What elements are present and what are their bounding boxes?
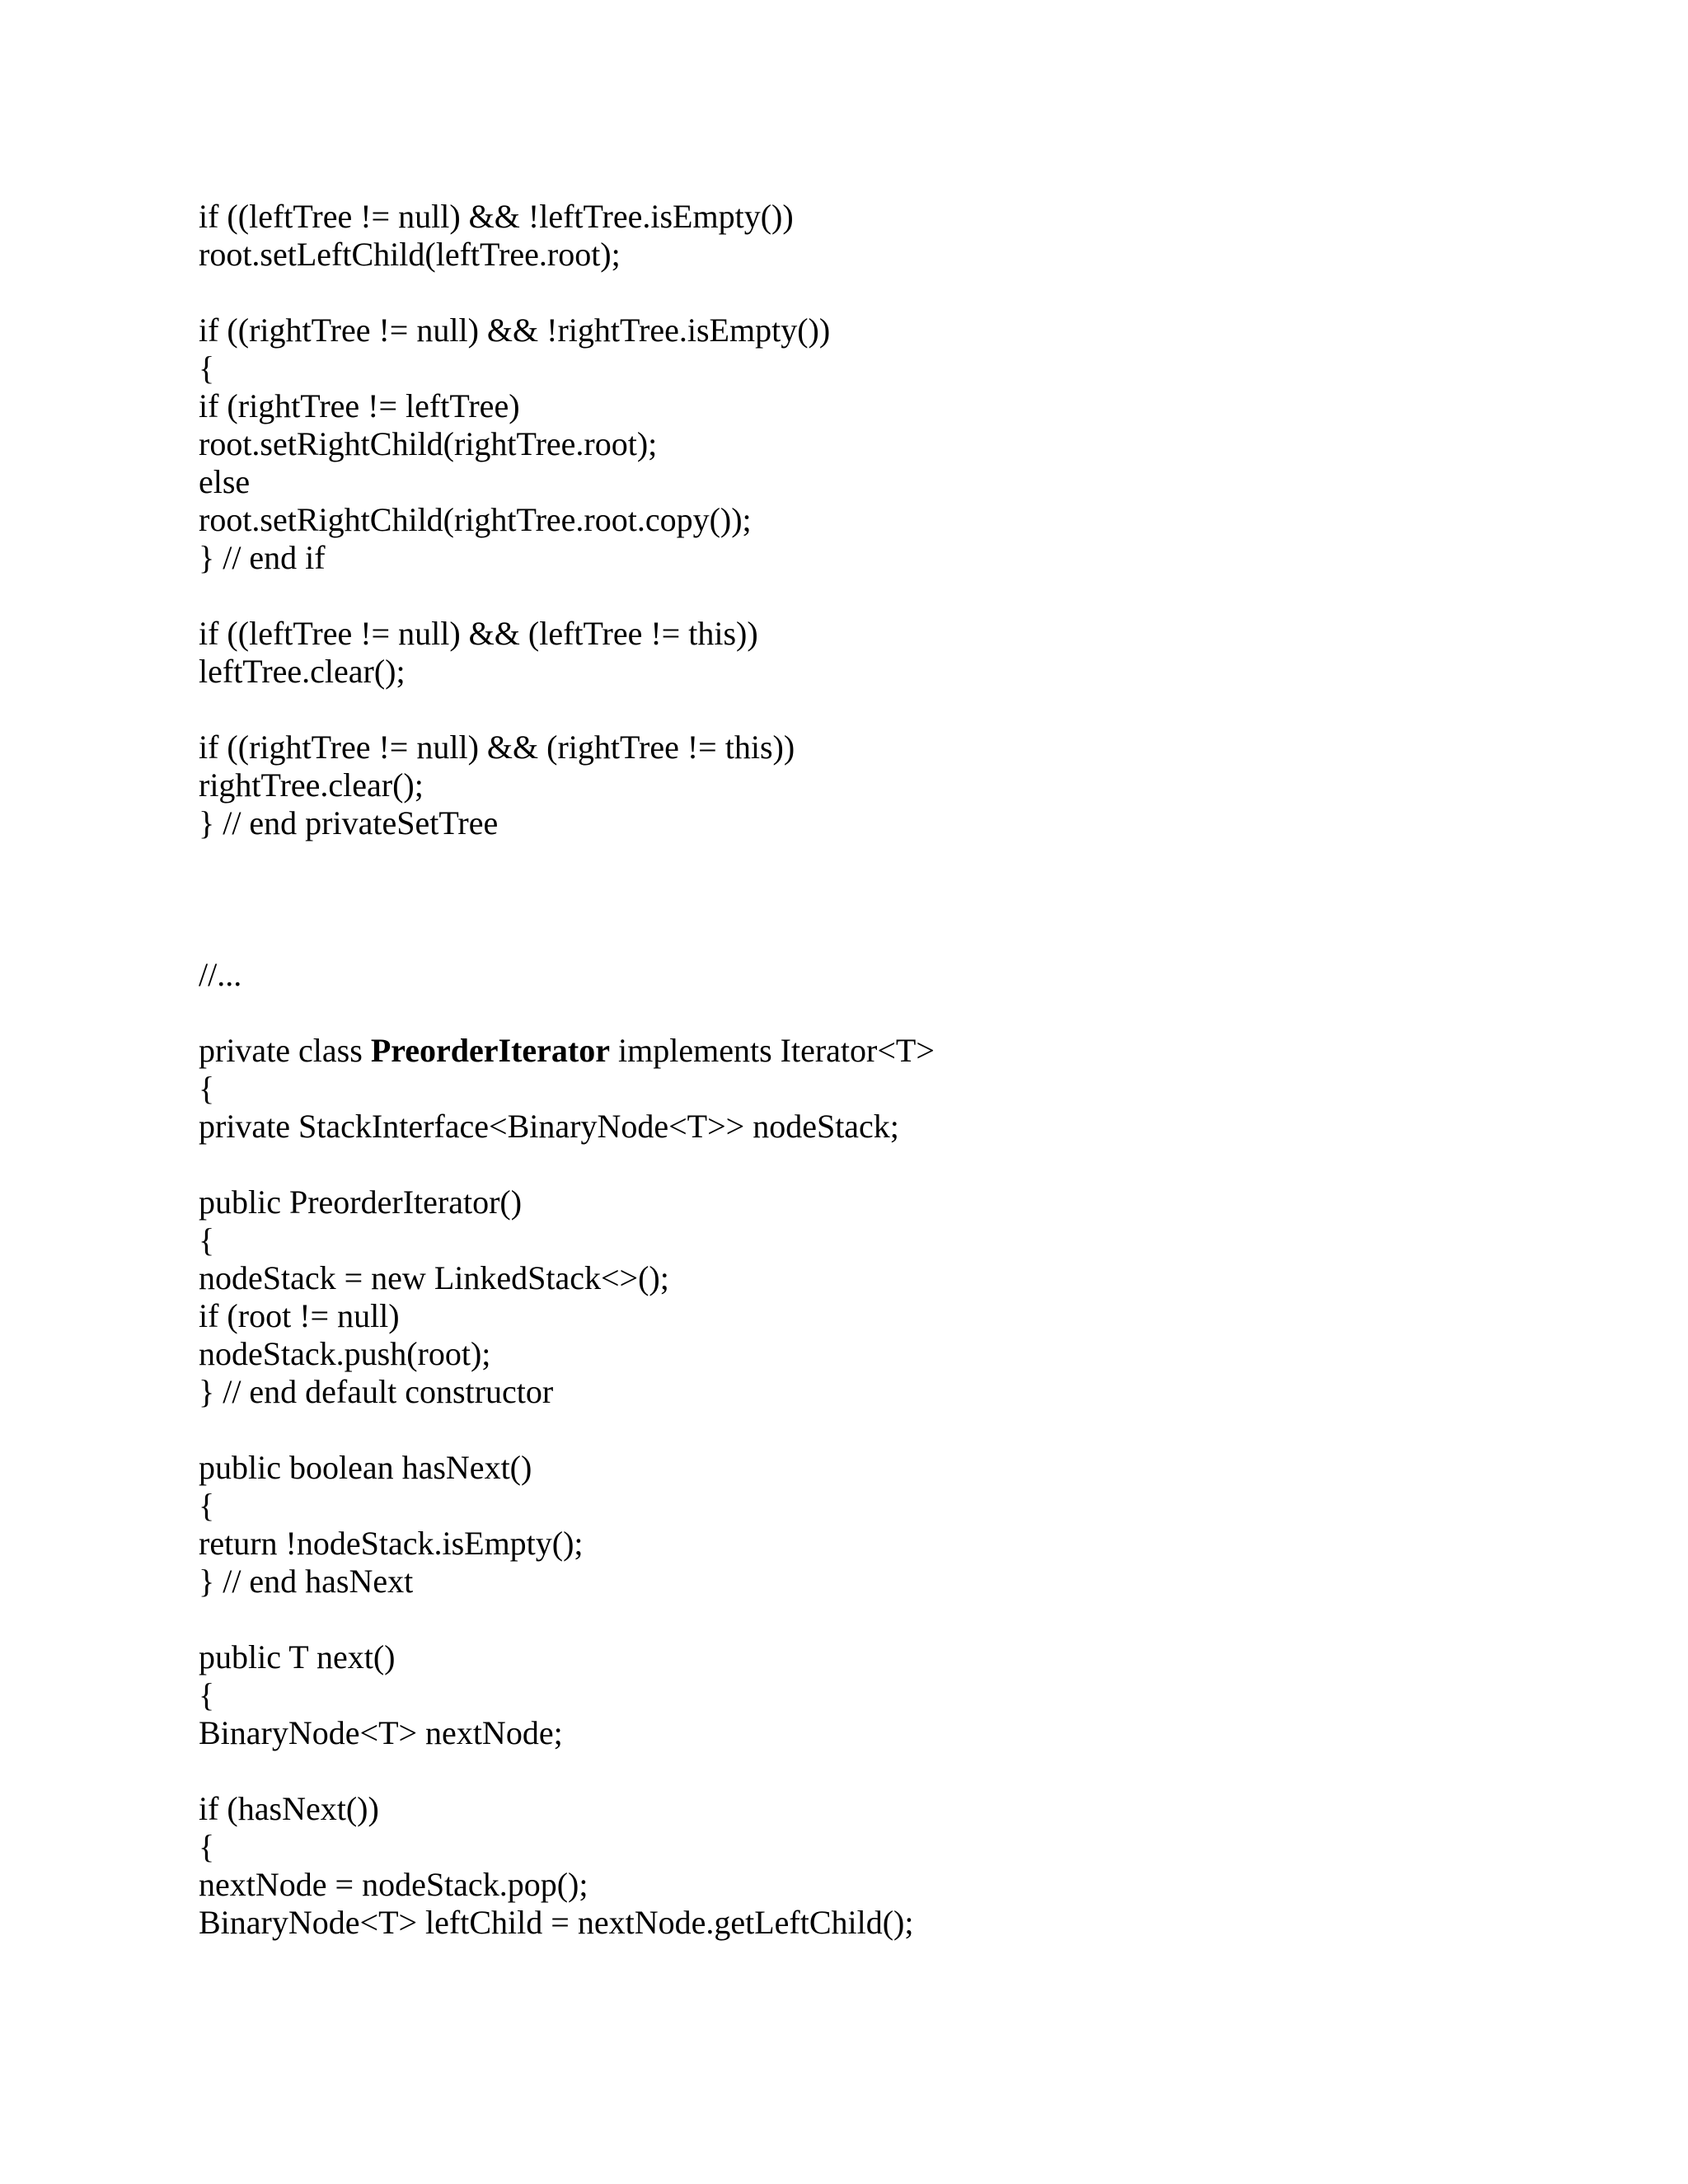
blank-line [199, 691, 1600, 729]
code-line: { [199, 1221, 215, 1258]
code-line: } // end hasNext [199, 1563, 414, 1600]
code-line: if (rightTree != leftTree) [199, 387, 520, 424]
section-gap [199, 842, 1600, 956]
blank-line [199, 1146, 1600, 1183]
code-line: if (root != null) [199, 1297, 400, 1334]
code-line: if ((leftTree != null) && (leftTree != this)) [199, 615, 758, 652]
code-line: BinaryNode<T> nextNode; [199, 1714, 563, 1751]
code-line: { [199, 1070, 215, 1107]
blank-line [199, 1752, 1600, 1790]
class-declaration [199, 1032, 1600, 1070]
class-decl-prefix: private class [199, 1032, 371, 1069]
code-line: if (hasNext()) [199, 1790, 379, 1827]
blank-line [199, 274, 1600, 312]
code-line: private StackInterface<BinaryNode<T>> nodeStack; [199, 1108, 899, 1145]
code-line: return !nodeStack.isEmpty(); [199, 1525, 584, 1562]
code-line: leftTree.clear(); [199, 653, 406, 690]
class-decl-suffix: implements Iterator<T> [610, 1032, 935, 1069]
ellipsis-comment: //... [199, 956, 242, 993]
blank-line [199, 1601, 1600, 1638]
code-line: BinaryNode<T> leftChild = nextNode.getLeftChild(); [199, 1904, 914, 1941]
code-line: nodeStack = new LinkedStack<>(); [199, 1259, 669, 1296]
code-line: { [199, 1487, 215, 1524]
code-line: } // end if [199, 539, 326, 576]
code-line: { [199, 1828, 215, 1865]
code-line: nextNode = nodeStack.pop(); [199, 1866, 588, 1903]
code-line: rightTree.clear(); [199, 766, 424, 804]
blank-line [199, 1411, 1600, 1449]
code-line: nodeStack.push(root); [199, 1335, 491, 1372]
code-line: } // end default constructor [199, 1373, 554, 1410]
blank-line [199, 994, 1600, 1032]
class-name: PreorderIterator [370, 1032, 611, 1069]
code-line: root.setRightChild(rightTree.root.copy()); [199, 501, 752, 538]
code-line: else [199, 463, 251, 500]
code-line: { [199, 349, 215, 387]
code-line: root.setRightChild(rightTree.root); [199, 425, 658, 462]
code-line: { [199, 1676, 215, 1713]
code-line: if ((rightTree != null) && (rightTree != this)) [199, 729, 795, 766]
code-line: } // end privateSetTree [199, 804, 499, 841]
code-listing [199, 198, 1600, 1942]
code-line: if ((leftTree != null) && !leftTree.isEmpty()) [199, 198, 794, 235]
code-line: public boolean hasNext() [199, 1449, 532, 1486]
code-line: if ((rightTree != null) && !rightTree.isEmpty()) [199, 312, 831, 349]
blank-line [199, 577, 1600, 615]
code-line: public T next() [199, 1638, 396, 1675]
code-line: root.setLeftChild(leftTree.root); [199, 236, 621, 273]
code-line: public PreorderIterator() [199, 1183, 523, 1221]
